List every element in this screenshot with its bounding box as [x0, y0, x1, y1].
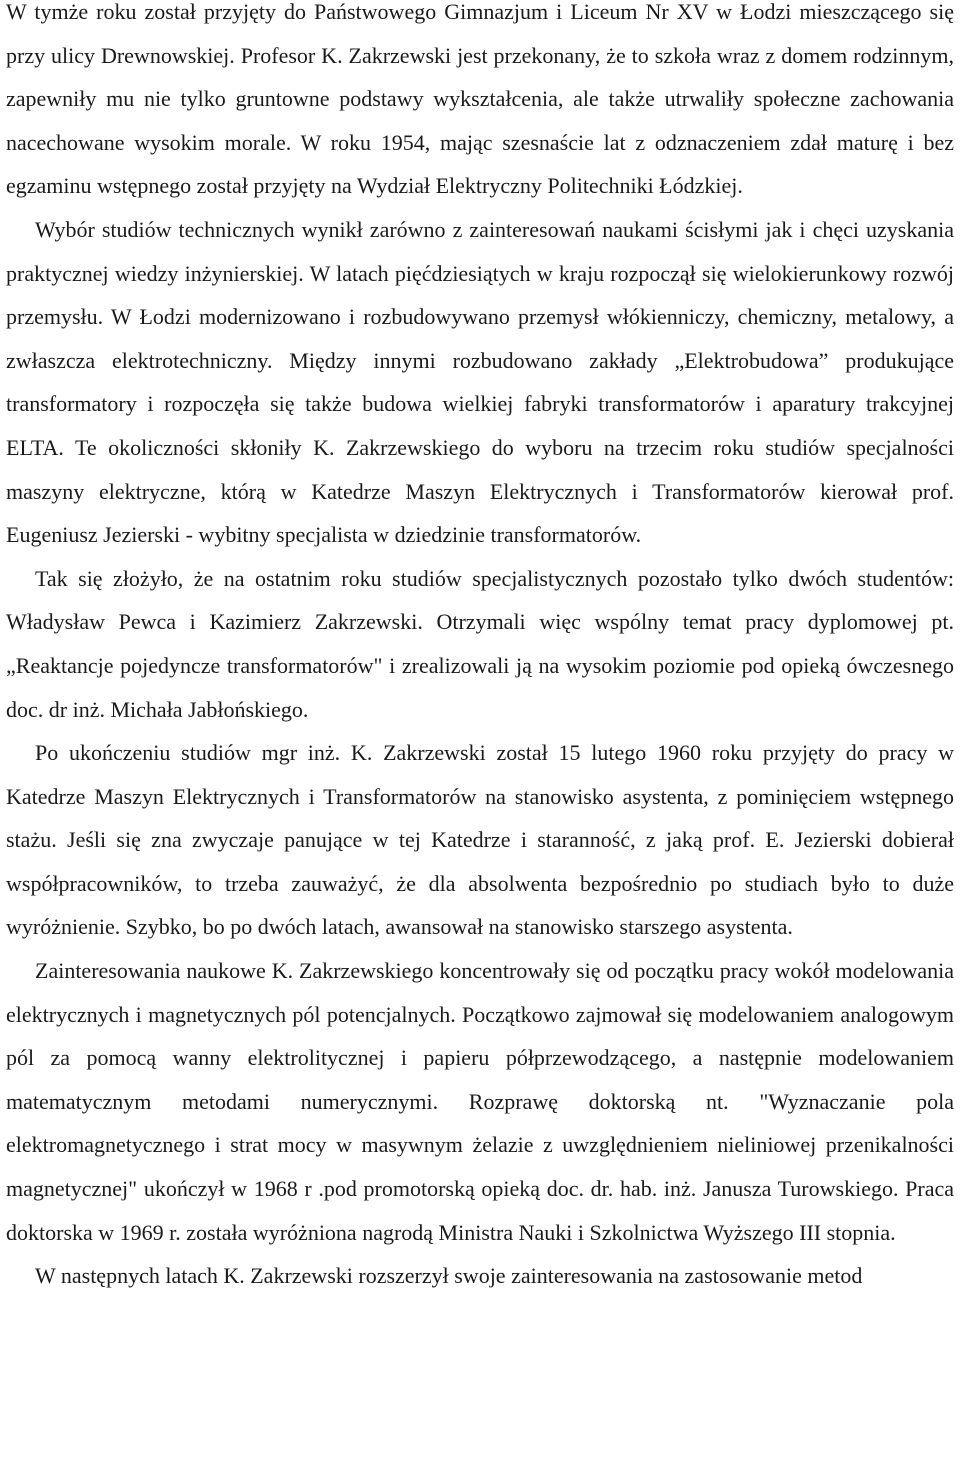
paragraph-zatrudnienie: Po ukończeniu studiów mgr inż. K. Zakrzewski został 15 lutego 1960 roku przyjęty do pracy w Katedrze Maszyn Elektrycznych i Transformatorów na stanowisko asystenta, z pominięciem wstępnego stażu. Jeśli się zna zwyczaje panujące w tej Katedrze i staranność, z jaką prof. E. Jezierski dobierał współpracowników, to trzeba zauważyć, że dla absolwenta bezpośrednio po studiach było to duże wyróżnienie. Szybko, bo po dwóch latach, awansował na stanowisko starszego asystenta.: [6, 740, 954, 940]
paragraph-nastepne-lata: W następnych latach K. Zakrzewski rozszerzył swoje zainteresowania na zastosowanie metod: [35, 1263, 863, 1289]
paragraph-gimnazjum: W tymże roku został przyjęty do Państwowego Gimnazjum i Liceum Nr XV w Łodzi mieszczącego się przy ulicy Drewnowskiej. Profesor K. Zakrzewski jest przekonany, że to szkoła wraz z domem rodzinnym, zapewniły mu nie tylko gruntowne podstawy wykształcenia, ale także utrwaliły społeczne zachowania nacechowane wysokim morale. W roku 1954, mając szesnaście lat z odznaczeniem zdał maturę i bez egzaminu wstępnego został przyjęty na Wydział Elektryczny Politechniki Łódzkiej.: [6, 0, 954, 199]
paragraph-zainteresowania-naukowe: Zainteresowania naukowe K. Zakrzewskiego koncentrowały się od początku pracy wokół modelowania elektrycznych i magnetycznych pól potencjalnych. Początkowo zajmował się modelowaniem analogowym pól za pomocą wanny elektrolitycznej i papieru półprzewodzącego, a następnie modelowaniem matematycznym metodami numerycznymi. Rozprawę doktorską nt. "Wyznaczanie pola elektromagnetycznego i strat mocy w masywnym żelazie z uwzględnieniem nieliniowej przenikalności magnetycznej" ukończył w 1968 r .pod promotorską opieką doc. dr. hab. inż. Janusza Turowskiego. Praca doktorska w 1969 r. została wyróżniona nagrodą Ministra Nauki i Szkolnictwa Wyższego III stopnia.: [6, 958, 954, 1245]
paragraph-wybor-studiow: Wybór studiów technicznych wynikł zarówno z zainteresowań naukami ścisłymi jak i chęci uzyskania praktycznej wiedzy inżynierskiej. W latach pięćdziesiątych w kraju rozpoczął się wielokierunkowy rozwój przemysłu. W Łodzi modernizowano i rozbudowywano przemysł włókienniczy, chemiczny, metalowy, a zwłaszcza elektrotechniczny. Między innymi rozbudowano zakłady „Elektrobudowa” produkujące transformatory i rozpoczęła się także budowa wielkiej fabryki transformatorów i aparatury trakcyjnej ELTA. Te okoliczności skłoniły K. Zakrzewskiego do wyboru na trzecim roku studiów specjalności maszyny elektryczne, którą w Katedrze Maszyn Elektrycznych i Transformatorów kierował prof. Eugeniusz Jezierski - wybitny specjalista w dziedzinie transformatorów.: [6, 216, 954, 548]
paragraph-praca-dyplomowa: Tak się złożyło, że na ostatnim roku studiów specjalistycznych pozostało tylko dwóch studentów: Władysław Pewca i Kazimierz Zakrzewski. Otrzymali więc wspólny temat pracy dyplomowej pt. „Reaktancje pojedyncze transformatorów" i zrealizowali ją na wysokim poziomie pod opieką ówczesnego doc. dr inż. Michała Jabłońskiego.: [6, 565, 954, 722]
